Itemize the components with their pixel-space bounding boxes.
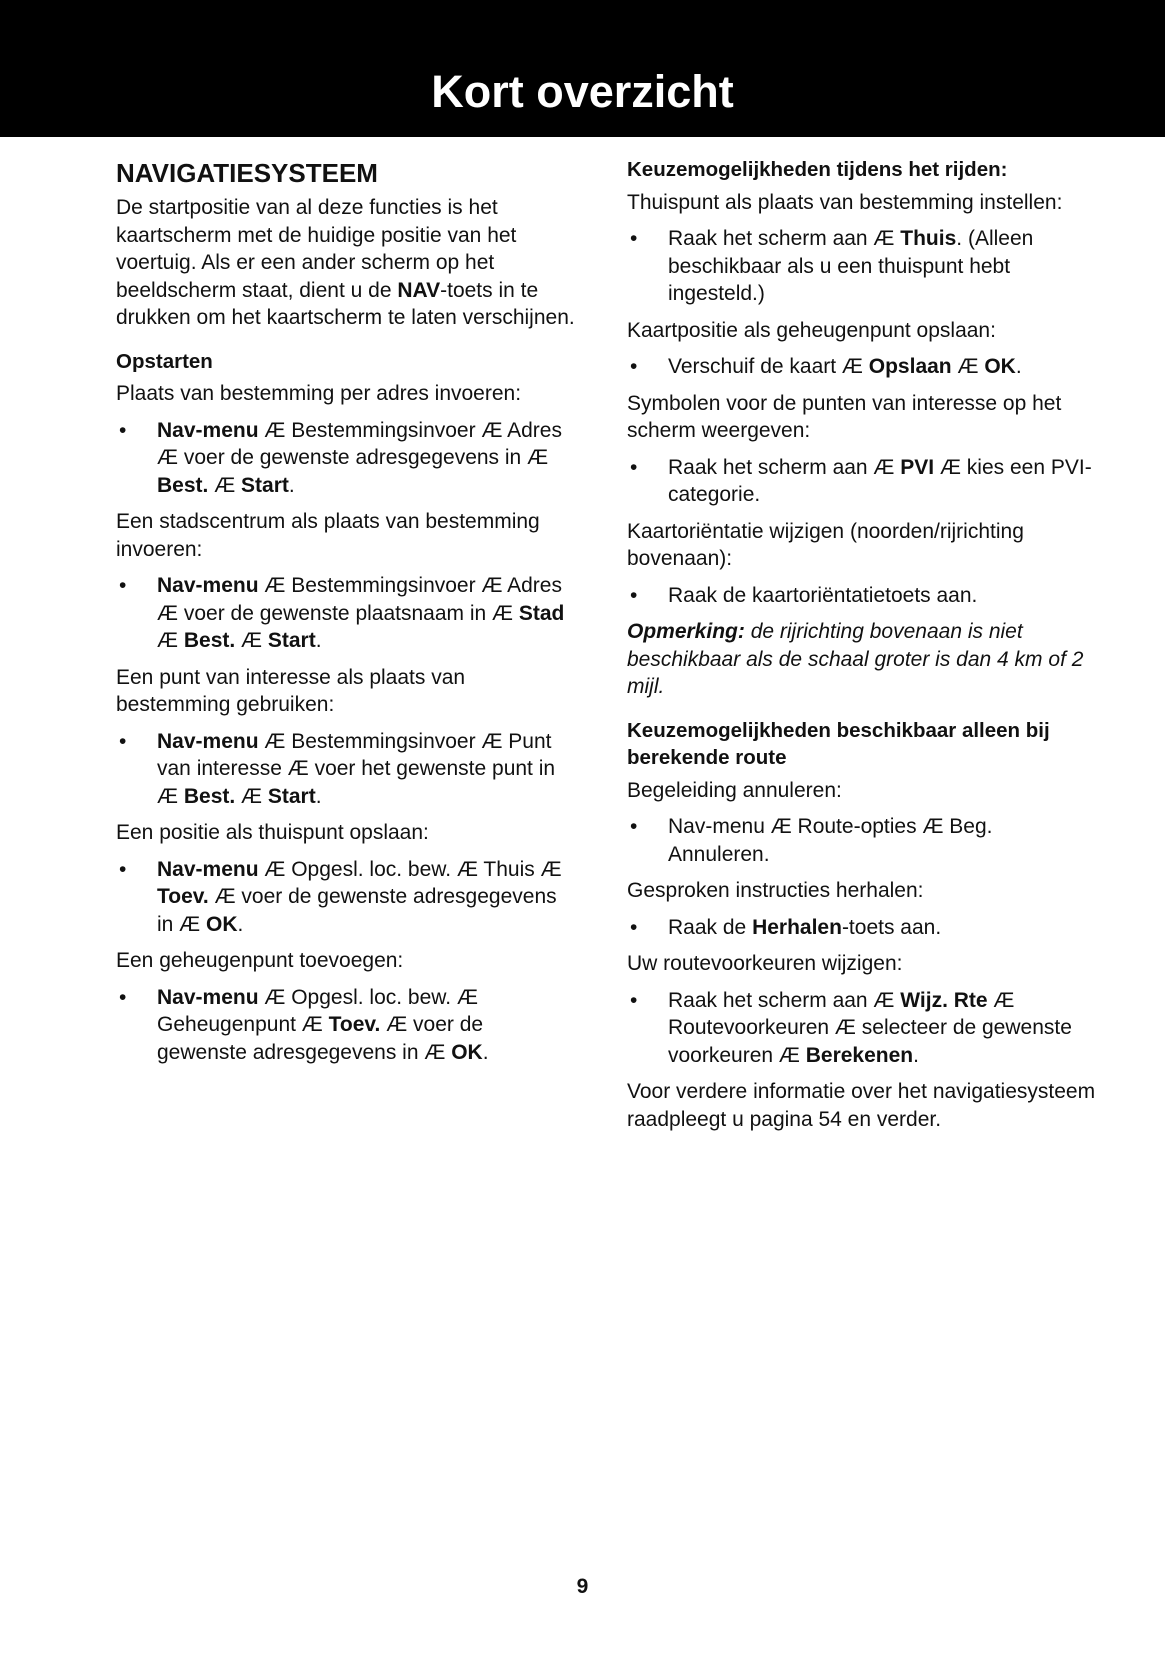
text: Opstarten: [116, 349, 213, 373]
bold-text: OK: [451, 1040, 483, 1064]
paragraph: [116, 380, 578, 408]
text: Voor verdere informatie over het navigatiesysteem raadpleegt u pagina 54 en verder.: [627, 1080, 1096, 1131]
text: De startpositie van al deze functies is het kaartscherm met de huidige positie van het voertuig. Als er een ander scherm op het beeldscherm staat, dient u de: [116, 196, 517, 302]
bullet-icon: •: [119, 574, 127, 597]
left-column: [116, 156, 578, 1075]
bold-text: Herhalen: [752, 915, 842, 939]
bullet-icon: •: [119, 418, 127, 442]
bold-text: Berekenen: [805, 1043, 914, 1067]
text: Raak het scherm aan Æ: [668, 227, 901, 250]
page-title: Kort overzicht: [431, 66, 734, 117]
bold-text: Stad: [518, 601, 565, 625]
bullet-icon: •: [119, 857, 127, 881]
subheading: [116, 348, 578, 376]
list-item: [116, 728, 578, 811]
text: Æ voer de gewenste adresgegevens in Æ: [157, 885, 557, 936]
text: Gesproken instructies herhalen:: [627, 879, 924, 902]
bold-text: Nav-menu: [157, 418, 259, 442]
bold-text: Toev.: [328, 1013, 381, 1036]
text: Æ: [208, 473, 242, 497]
list-item: [627, 914, 1097, 942]
bold-text: Opslaan: [868, 355, 952, 378]
list-item: [116, 572, 578, 655]
bold-text: NAVIGATIESYSTEEM: [116, 158, 378, 188]
bullet-icon: •: [630, 455, 638, 479]
text: Thuispunt als plaats van bestemming instellen:: [627, 190, 1063, 214]
text: Æ: [951, 355, 985, 378]
note: [627, 618, 1097, 701]
text: de rijrichting bovenaan is niet beschikbaar als de schaal groter is dan 4 km of 2 mijl.: [627, 620, 1084, 698]
text: Een positie als thuispunt opslaan:: [116, 821, 429, 844]
paragraph: [627, 877, 1097, 905]
text: Een punt van interesse als plaats van bestemming gebruiken:: [116, 665, 466, 716]
text: . (Alleen beschikbaar als u een thuispunt hebt ingesteld.): [668, 227, 1034, 305]
bold-text: Best.: [183, 784, 236, 808]
bold-text: Nav-menu: [157, 857, 259, 881]
right-column: [627, 156, 1097, 1142]
page-header: [0, 0, 1165, 137]
text: Æ Opgesl. loc. bew. Æ Thuis Æ: [258, 857, 562, 881]
list-item: [627, 582, 1097, 610]
section-heading: [116, 156, 578, 190]
list-item: [116, 417, 578, 500]
text: Begeleiding annuleren:: [627, 778, 842, 802]
text: Nav-menu Æ Route-opties Æ Beg. Annuleren.: [668, 815, 993, 866]
bold-text: Start: [241, 473, 289, 497]
paragraph: [627, 317, 1097, 345]
text: Æ Bestemmingsinvoer Æ Punt van interesse Æ voer het gewenste punt in Æ: [157, 729, 556, 808]
text: .: [315, 784, 322, 808]
text: Æ: [235, 784, 268, 808]
bold-text: Thuis: [900, 227, 957, 250]
bold-text: Best.: [183, 629, 236, 652]
text: Raak het scherm aan Æ: [668, 455, 901, 479]
text: .: [288, 473, 295, 497]
list-item: [627, 353, 1097, 381]
bullet-icon: •: [119, 985, 127, 1009]
text: Raak de kaartoriëntatietoets aan.: [668, 583, 978, 607]
paragraph: [627, 777, 1097, 805]
text: Keuzemogelijkheden tijdens het rijden:: [627, 158, 1008, 181]
bold-text: Start: [267, 784, 316, 808]
text: .: [913, 1043, 919, 1067]
text: Symbolen voor de punten van interesse op het scherm weergeven:: [627, 391, 1062, 442]
list-item: [627, 987, 1097, 1070]
text: Een stadscentrum als plaats van bestemming invoeren:: [116, 510, 540, 561]
text: Raak de: [668, 915, 753, 939]
text: Æ Opgesl. loc. bew. Æ Geheugenpunt Æ: [157, 985, 478, 1036]
bold-text: Nav-menu: [157, 729, 259, 753]
paragraph: [116, 194, 578, 332]
bullet-icon: •: [630, 815, 638, 838]
paragraph: [116, 819, 578, 847]
paragraph: [627, 518, 1097, 573]
subheading: [627, 156, 1097, 184]
bold-text: Wijz. Rte: [900, 988, 988, 1012]
list-item: [627, 454, 1097, 509]
text: .: [315, 629, 322, 652]
list-item: [627, 225, 1097, 308]
page-number: 9: [576, 1575, 589, 1598]
bold-text: Nav-menu: [157, 574, 259, 597]
list-item: [116, 984, 578, 1067]
bold-text: Toev.: [157, 885, 209, 908]
text: -toets in te drukken om het kaartscherm te laten verschijnen.: [116, 278, 575, 329]
list-item: [627, 813, 1097, 868]
bold-text: PVI: [900, 455, 935, 479]
text: Uw routevoorkeuren wijzigen:: [627, 952, 903, 975]
text: Raak het scherm aan Æ: [668, 988, 901, 1012]
bold-text: Best.: [157, 473, 209, 497]
text: -toets aan.: [841, 915, 942, 939]
text: Kaartoriëntatie wijzigen (noorden/rijrichting bovenaan):: [627, 519, 1024, 570]
text: .: [1015, 355, 1022, 378]
paragraph: [627, 189, 1097, 217]
bold-text: Start: [267, 629, 316, 652]
text: Verschuif de kaart Æ: [668, 355, 869, 378]
paragraph: [627, 950, 1097, 978]
bullet-icon: •: [630, 988, 638, 1012]
text: Æ Bestemmingsinvoer Æ Adres Æ voer de gewenste adresgegevens in Æ: [157, 418, 562, 469]
text: Keuzemogelijkheden beschikbaar alleen bij berekende route: [627, 718, 1050, 769]
text: Æ kies een PVI-categorie.: [668, 455, 1092, 506]
paragraph: [116, 947, 578, 975]
text: Æ Routevoorkeuren Æ selecteer de gewenste voorkeuren Æ: [668, 988, 1072, 1067]
paragraph: [627, 390, 1097, 445]
bullet-icon: •: [119, 729, 127, 753]
bullet-icon: •: [630, 355, 638, 378]
text: Plaats van bestemming per adres invoeren:: [116, 382, 522, 405]
paragraph: [116, 508, 578, 563]
paragraph: [627, 1078, 1097, 1133]
text: Kaartpositie als geheugenpunt opslaan:: [627, 318, 996, 342]
text: .: [237, 912, 244, 936]
text: Æ: [157, 629, 184, 652]
bold-text: Opmerking:: [627, 620, 745, 643]
bold-text: NAV: [397, 278, 441, 302]
text: Æ: [235, 629, 268, 652]
bullet-icon: •: [630, 227, 638, 250]
text: Æ voer de gewenste adresgegevens in Æ: [157, 1013, 484, 1064]
text: .: [482, 1040, 489, 1064]
list-item: [116, 856, 578, 939]
bold-text: Nav-menu: [157, 985, 259, 1009]
bold-text: OK: [984, 355, 1016, 378]
text: Een geheugenpunt toevoegen:: [116, 949, 404, 972]
paragraph: [116, 664, 578, 719]
bold-text: OK: [206, 912, 238, 936]
subheading: [627, 717, 1097, 772]
bullet-icon: •: [630, 583, 638, 607]
text: Æ Bestemmingsinvoer Æ Adres Æ voer de gewenste plaatsnaam in Æ: [157, 574, 562, 625]
bullet-icon: •: [630, 915, 638, 939]
